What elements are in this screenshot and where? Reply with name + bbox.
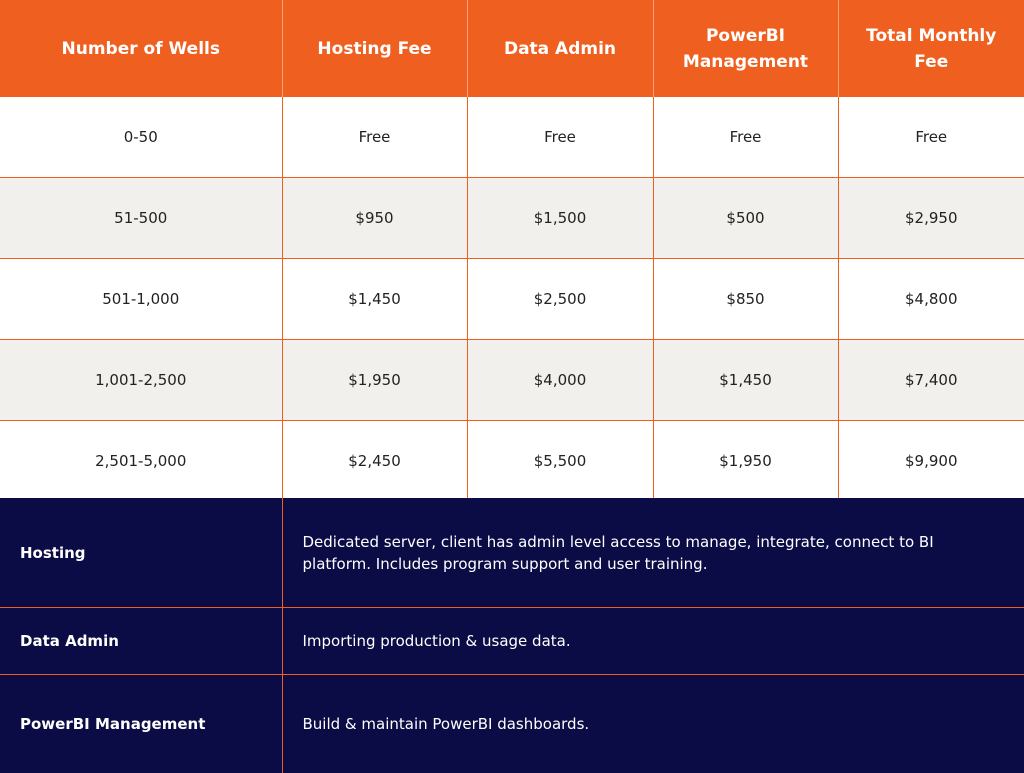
table-row — [0, 178, 1024, 259]
table-row — [0, 340, 1024, 421]
table-row — [0, 97, 1024, 178]
data-admin-cell: $5,500 — [467, 421, 653, 502]
definitions-table — [0, 498, 1024, 773]
header-powerbi-management: PowerBI Management — [653, 0, 838, 97]
definition-description: Dedicated server, client has admin level access to manage, integrate, connect to BI platform. Includes program support and user training. — [282, 498, 1024, 608]
definition-term: PowerBI Management — [0, 675, 282, 773]
powerbi-management-cell: Free — [653, 97, 838, 178]
powerbi-management-cell: $1,450 — [653, 340, 838, 421]
total-monthly-fee-cell: $4,800 — [838, 259, 1024, 340]
hosting-fee-cell: $1,450 — [282, 259, 467, 340]
wells-range-cell: 2,501-5,000 — [0, 421, 282, 502]
definition-term: Data Admin — [0, 608, 282, 675]
header-number-of-wells: Number of Wells — [0, 0, 282, 97]
table-row — [0, 259, 1024, 340]
data-admin-cell: $2,500 — [467, 259, 653, 340]
header-hosting-fee: Hosting Fee — [282, 0, 467, 97]
definition-term: Hosting — [0, 498, 282, 608]
wells-range-cell: 0-50 — [0, 97, 282, 178]
definition-description: Build & maintain PowerBI dashboards. — [282, 675, 1024, 773]
total-monthly-fee-cell: $7,400 — [838, 340, 1024, 421]
hosting-fee-cell: $1,950 — [282, 340, 467, 421]
wells-range-cell: 51-500 — [0, 178, 282, 259]
wells-range-cell: 501-1,000 — [0, 259, 282, 340]
total-monthly-fee-cell: $9,900 — [838, 421, 1024, 502]
data-admin-cell: $1,500 — [467, 178, 653, 259]
hosting-fee-cell: Free — [282, 97, 467, 178]
powerbi-management-cell: $500 — [653, 178, 838, 259]
definition-row-powerbi-management — [0, 675, 1024, 773]
total-monthly-fee-cell: $2,950 — [838, 178, 1024, 259]
powerbi-management-cell: $850 — [653, 259, 838, 340]
table-row — [0, 421, 1024, 502]
definition-row-data-admin — [0, 608, 1024, 675]
header-total-monthly-fee: Total Monthly Fee — [838, 0, 1024, 97]
data-admin-cell: $4,000 — [467, 340, 653, 421]
hosting-fee-cell: $950 — [282, 178, 467, 259]
powerbi-management-cell: $1,950 — [653, 421, 838, 502]
total-monthly-fee-cell: Free — [838, 97, 1024, 178]
data-admin-cell: Free — [467, 97, 653, 178]
hosting-fee-cell: $2,450 — [282, 421, 467, 502]
pricing-header-row — [0, 0, 1024, 97]
definition-description: Importing production & usage data. — [282, 608, 1024, 675]
header-data-admin: Data Admin — [467, 0, 653, 97]
definition-row-hosting — [0, 498, 1024, 608]
wells-range-cell: 1,001-2,500 — [0, 340, 282, 421]
